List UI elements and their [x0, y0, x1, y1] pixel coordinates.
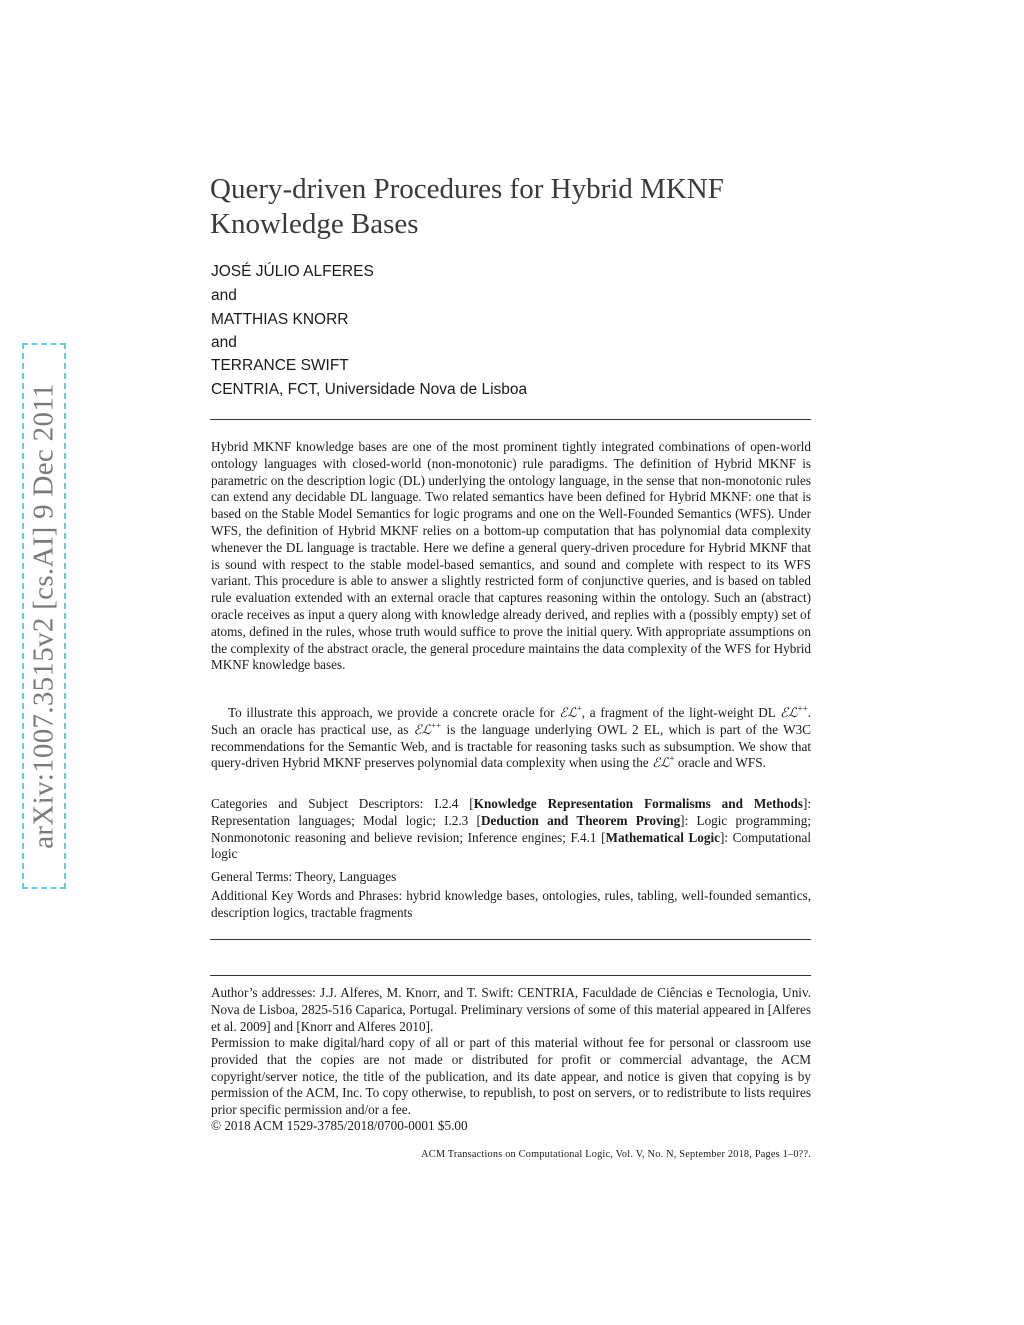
- categories-descriptors: [211, 796, 811, 863]
- category-bold: Deduction and Theorem Proving: [480, 812, 681, 828]
- el-symbol: ℰℒ: [413, 721, 432, 737]
- abstract-text: oracle and WFS.: [674, 755, 766, 771]
- author-name: TERRANCE SWIFT: [211, 357, 349, 374]
- author-separator: and: [211, 287, 237, 304]
- category-text: ]: Logic programming; Nonmonotonic reasoning and believe revision; Inference engines; F.4.1 [: [211, 812, 811, 845]
- top-divider: [210, 419, 811, 420]
- keywords: Additional Key Words and Phrases: hybrid knowledge bases, ontologies, rules, tabling, well-founded semantics, description logics, tractable fragments: [211, 888, 811, 920]
- category-code: I.2.4 [: [434, 796, 474, 811]
- category-bold: Knowledge Representation Formalisms and Methods: [473, 796, 803, 811]
- plusplus-superscript: ++: [431, 720, 442, 731]
- el-symbol: ℰℒ: [780, 705, 798, 720]
- copyright-line: © 2018 ACM 1529-3785/2018/0700-0001 $5.00: [211, 1118, 468, 1133]
- plus-superscript: +: [669, 754, 675, 764]
- arxiv-identifier-stamp: [22, 343, 66, 889]
- abstract-text: . Such an oracle has practical use, as: [211, 705, 811, 737]
- abstract-text: , a fragment of the light-weight DL: [581, 705, 781, 720]
- author-separator: and: [211, 334, 237, 351]
- author-name: MATTHIAS KNORR: [211, 311, 349, 328]
- author-name: JOSÉ JÚLIO ALFERES: [211, 263, 374, 280]
- el-symbol: ℰℒ: [651, 755, 670, 771]
- bottom-divider: [210, 939, 811, 940]
- category-text: ]: Computational logic: [211, 829, 811, 862]
- paper-title: Query-driven Procedures for Hybrid MKNF Knowledge Bases: [210, 173, 724, 240]
- abstract-text: is the language underlying OWL 2 EL, which is part of the W3C recommendations for the Semantic Web, and is tractable for reasoning tasks such as subsumption. We show that query-driven Hybrid MKNF preserves polynomial data complexity when using the: [211, 721, 811, 771]
- plus-superscript: +: [576, 703, 582, 714]
- author-affiliation: CENTRIA, FCT, Universidade Nova de Lisboa: [211, 381, 528, 398]
- plusplus-superscript: ++: [797, 703, 808, 714]
- general-terms: General Terms: Theory, Languages: [211, 869, 397, 884]
- categories-label: Categories and Subject Descriptors:: [211, 796, 424, 811]
- author-addresses-footnote: Author’s addresses: J.J. Alferes, M. Knorr, and T. Swift: CENTRIA, Faculdade de Ciências e Tecnologia, Univ. Nova de Lisboa, 2825-516 Caparica, Portugal. Preliminary versions of some of this material appeared in [Alferes et al. 2009] and [Knorr and Alferes 2010].: [211, 985, 811, 1034]
- journal-footer: ACM Transactions on Computational Logic, Vol. V, No. N, September 2018, Pages 1–0??.: [421, 1149, 811, 1160]
- category-text: ]: Representation languages; Modal logic; I.2.3 [: [211, 796, 812, 828]
- permission-footnote: Permission to make digital/hard copy of all or part of this material without fee for personal or classroom use provided that the copies are not made or distributed for profit or commercial advantage, the ACM copyright/server notice, the title of the publication, and its date appear, and notice is given that copying is by permission of the ACM, Inc. To copy otherwise, to republish, to post on servers, or to redistribute to lists requires prior specific permission and/or a fee.: [211, 1035, 811, 1118]
- arxiv-identifier: arXiv:1007.3515v2 [cs.AI] 9 Dec 2011: [27, 383, 60, 849]
- footnote-divider: [210, 975, 811, 976]
- abstract-paragraph-2: [211, 705, 811, 772]
- abstract-paragraph: Hybrid MKNF knowledge bases are one of the most prominent tightly integrated combinations of open-world ontology languages with closed-world (non-monotonic) rule paradigms. The definition of Hybrid MKNF is parametric on the description logic (DL) underlying the ontology language, in the sense that non-monotonic rules can extend any decidable DL language. Two related semantics have been defined for Hybrid MKNF: one that is based on the Stable Model Semantics for logic programs and one on the Well-Founded Semantics (WFS). Under WFS, the definition of Hybrid MKNF relies on a bottom-up computation that has polynomial data complexity whenever the DL language is tractable. Here we define a general query-driven procedure for Hybrid MKNF that is sound with respect to the stable model-based semantics, and sound and complete with respect to its WFS variant. This procedure is able to answer a slightly restricted form of conjunctive queries, and is based on tabled rule evaluation extended with an external oracle that captures reasoning within the ontology. Such an (abstract) oracle receives as input a query along with knowledge already derived, and replies with a (possibly empty) set of atoms, defined in the rules, whose truth would suffice to prove the initial query. With appropriate assumptions on the complexity of the abstract oracle, the general procedure maintains the data complexity of the WFS for Hybrid MKNF knowledge bases.: [211, 439, 811, 673]
- abstract-text: To illustrate this approach, we provide a concrete oracle for: [228, 705, 560, 720]
- el-symbol: ℰℒ: [559, 705, 577, 720]
- category-bold: Mathematical Logic: [605, 829, 720, 845]
